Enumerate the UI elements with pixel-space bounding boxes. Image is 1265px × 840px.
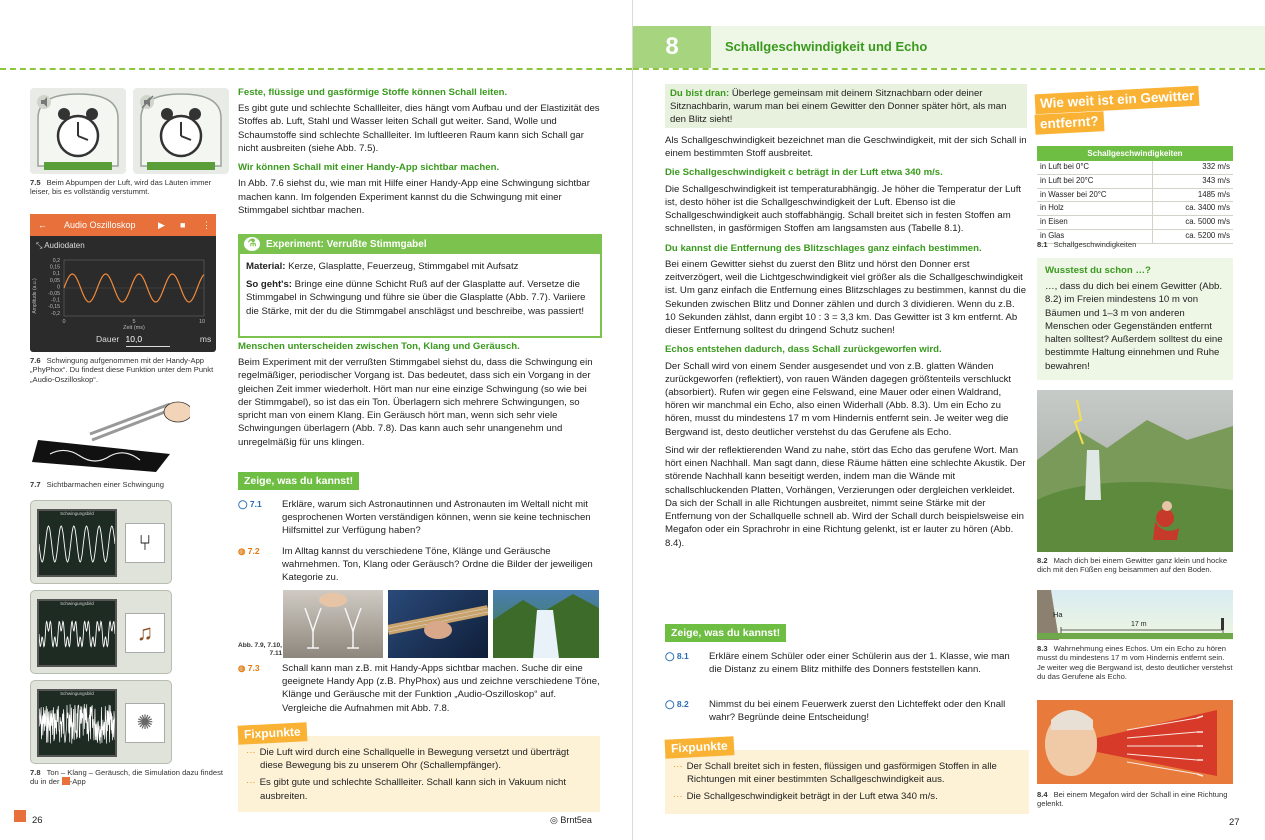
page-corner-icon — [14, 810, 26, 822]
echo-distance-illustration — [1037, 590, 1233, 640]
crumpled-paper-icon[interactable]: ✺ — [125, 703, 165, 743]
heading-ton-klang: Menschen unterscheiden zwischen Ton, Klang und Geräusch. — [238, 341, 520, 352]
simulation-panel-noise — [30, 680, 172, 764]
y-axis-label: Amplitude (a.u.) — [32, 278, 38, 314]
y-tick-label: 0,1 — [52, 271, 60, 278]
table-row — [1037, 174, 1233, 188]
oscilloscope-screen-tone: Schwingungsbild — [37, 509, 117, 577]
thunderstorm-crouch-illustration — [1037, 390, 1233, 552]
wusstest-du-schon-box — [1037, 258, 1233, 380]
task-badge: ◍ 7.2 — [238, 546, 260, 556]
delete-icon[interactable]: ■ — [180, 220, 186, 230]
fixpunkt-item: ··· Die Luft wird durch eine Schallquelle in Bewegung versetzt und überträgt diese Bewegung bis zu unserem Ohr (Schallempfänger). — [246, 747, 569, 772]
right-page — [633, 0, 1265, 840]
simulation-panel-sound — [30, 590, 172, 674]
page-number-left: 26 — [32, 815, 43, 826]
experiment-box — [238, 234, 602, 338]
x-axis-label: Zeit (ms) — [123, 325, 145, 330]
caption-8-1: 8.1 Schallgeschwindigkeiten — [1037, 240, 1137, 249]
back-arrow-icon[interactable]: ← — [38, 220, 47, 230]
oscilloscope-screen-sound: Schwingungsbild — [37, 599, 117, 667]
table-row — [1037, 202, 1233, 216]
violin-icon[interactable]: ♫ — [125, 613, 165, 653]
table-cell-speed: 1485 m/s — [1152, 188, 1233, 202]
side-title-thunderstorm-2: entfernt? — [1035, 111, 1104, 134]
bell-jar-with-air-figure — [30, 88, 126, 174]
task-7-1: ◯ 7.1 Erkläre, warum sich Astronautinnen und Astronauten im Weltall nicht mit gesprochenen Worten verständigen können, wenn sie keine technischen Hilfsmittel zur Verfügung haben? — [238, 499, 591, 537]
caption-7-6: 7.6 Schwingung aufgenommen mit der Handy-App „PhyPhox“. Du findest diese Funktion unter dem Punkt „Audio-Oszilloskop“. — [30, 356, 214, 384]
task-badge: ◯ 7.1 — [238, 499, 262, 509]
y-tick-label: 0,15 — [49, 264, 60, 271]
play-icon[interactable]: ▶ — [158, 220, 165, 230]
heading-echo: Echos entstehen dadurch, dass Schall zurückgeworfen wird. — [665, 344, 942, 356]
echo-ha-label: Ha — [1053, 610, 1063, 619]
task-7-2: ◍ 7.2 Im Alltag kannst du verschiedene Töne, Klänge und Geräusche wahrnehmen. Ton, Klang oder Geräusch? Ordne die Bilder der jeweiligen Kategorie zu. — [238, 546, 593, 584]
fixpunkte-box-right — [665, 750, 1029, 814]
speed-table-body — [1037, 161, 1233, 244]
waterfall-photo — [493, 590, 599, 658]
heading-handy-app: Wir können Schall mit einer Handy-App sichtbar machen. — [238, 162, 500, 174]
table-cell-speed: ca. 3400 m/s — [1152, 202, 1233, 216]
caption-7-8: 7.8 Ton – Klang – Geräusch, die Simulation dazu findest du in der -App — [30, 768, 224, 787]
fixpunkte-title-right: Fixpunkte — [665, 736, 735, 758]
heading-340: Die Schallgeschwindigkeit c beträgt in der Luft etwa 340 m/s. — [665, 167, 943, 179]
table-row — [1037, 188, 1233, 202]
app-logo-icon — [62, 777, 70, 785]
audio-data-label: ⤡ Audiodaten — [36, 241, 85, 250]
speed-table — [1037, 146, 1233, 244]
fixpunkt-item: ··· Es gibt gute und schlechte Schallleiter. Schall kann sich in Vakuum nicht ausbreiten. — [246, 777, 567, 802]
flask-icon: ⚗ — [244, 237, 260, 251]
task-badge: ◯ 8.2 — [665, 699, 689, 709]
experiment-instructions: So geht's: Bringe eine dünne Schicht Ruß auf der Glasplatte auf. Versetze die Stimmgabel in Schwingung und führe sie über die Glasplatte (Abb. 7.7). Variiere die Stärke, mit der du die Stimmgabel anschlägst und beschreibe, was passiert! — [246, 279, 586, 317]
guitar-photo — [388, 590, 488, 658]
paragraph-temperature: Die Schallgeschwindigkeit ist temperaturabhängig. Je höher die Temperatur der Luft ist, desto höher ist die Schallgeschwindigkeit der Luft. Ebenso ist die Schallgeschwindigkeit auch stoffabhängig. Schall breitet sich in festen Stoffen am schnellsten, in gasförmigen Stoffen am langsamsten aus (Tabelle 8.1). — [665, 183, 1022, 235]
table-cell-medium: in Glas — [1037, 229, 1152, 243]
table-title: Schallgeschwindigkeiten — [1037, 146, 1233, 161]
chapter-title: Schallgeschwindigkeit und Echo — [725, 39, 928, 54]
right-text-column — [665, 134, 1027, 555]
heading-lightning: Du kannst die Entfernung des Blitzschlages ganz einfach bestimmen. — [665, 242, 982, 254]
wine-glasses-photo — [283, 590, 383, 658]
duration-input[interactable]: 10,0 — [126, 334, 170, 347]
caption-7-7: 7.7 Sichtbarmachen einer Schwingung — [30, 480, 164, 489]
tuning-fork-glass-figure — [30, 396, 190, 472]
page-number-right: 27 — [1229, 817, 1240, 828]
fixpunkt-item: ··· Die Schallgeschwindigkeit beträgt in der Luft etwa 340 m/s. — [673, 791, 938, 803]
y-tick-label: 0 — [57, 284, 60, 291]
oscilloscope-screen-noise: Schwingungsbild — [37, 689, 117, 757]
table-cell-speed: ca. 5000 m/s — [1152, 216, 1233, 230]
table-row — [1037, 161, 1233, 174]
x-tick-0: 0 — [62, 319, 66, 325]
zeige-banner-right: Zeige, was du kannst! — [665, 624, 786, 642]
chapter-number: 8 — [633, 26, 711, 68]
x-tick-5: 5 — [132, 319, 136, 325]
app-title: Audio Oszilloskop — [64, 220, 136, 230]
header-dash-line — [633, 68, 1265, 70]
fixpunkte-box-left — [238, 736, 600, 812]
paragraph-echo: Der Schall wird von einem Sender ausgesendet und von z.B. glatten Wänden zurückgeworfen (reflektiert), von rauen Wänden dagegen größtenteils verschluckt (absorbiert). Rufen wir gegen eine Felswand, eine Mauer oder einen Waldrand, hören wir manchmal ein Echo, also einen Widerhall (Abb. 8.3). Um ein Echo zu hören, musst du mindestens 17 m vom Hindernis entfernt sein. Je weiter weg die Bergwand ist, desto deutlicher verstehst du das Gerufene als Echo. — [665, 360, 1012, 438]
table-row — [1037, 216, 1233, 230]
task-badge: ◯ 8.1 — [665, 651, 689, 661]
bell-jar-vacuum-figure — [133, 88, 229, 174]
y-tick-label: 0,05 — [49, 277, 60, 284]
table-cell-speed: 332 m/s — [1152, 161, 1233, 174]
table-cell-medium: in Eisen — [1037, 216, 1152, 230]
caption-8-3: 8.3 Wahrnehmung eines Echos. Um ein Echo zu hören musst du mindestens 17 m vom Hindernis entfernt sein. Je weiter weg die Bergwand ist, desto deutlicher verstehst du das Gerufene als Echo. — [1037, 644, 1233, 682]
experiment-title: ⚗ Experiment: Verrußte Stimmgabel — [240, 236, 600, 254]
y-tick-label: -0,1 — [51, 297, 60, 304]
left-page — [0, 0, 632, 840]
left-text-column-2 — [238, 340, 602, 454]
table-cell-medium: in Wasser bei 20°C — [1037, 188, 1152, 202]
table-cell-medium: in Holz — [1037, 202, 1152, 216]
oscilloscope-graph — [30, 254, 216, 330]
paragraph-ton-klang: Beim Experiment mit der verrußten Stimmgabel siehst du, dass die Schwingung ein regelmäßiger, periodischer Vorgang ist. Das bedeutet, dass sich ein Vorgang in der gleichen Zeit immer wiederholt. Hört man nur eine einzige Schwingung (so wie bei der Stimmgabel), so ist das ein Ton. Überlagern sich mehrere Schwingungen, so spricht man von einem Klang. Ein Geräusch hört man, wenn sich sehr viele Schwingungen überlagern (Abb. 7.8). Das kann auch sehr unangenehm und unregelmäßig für uns klingen. — [238, 357, 593, 448]
paragraph-lightning: Bei einem Gewitter siehst du zuerst den Blitz und hörst den Donner erst zeitverzögert, weil die Lichtgeschwindigkeit viel größer als die Schallgeschwindigkeit ist. Um ganz einfach die Entfernung eines Blitzschlages zu bestimmen, kannst du die Sekunden zwischen Blitz und Donner zählen und durch 3 dividieren. Wenn du z.B. 10 Sekunden zählst, dann ergibt 10 : 3 = 3,3 km. Das Gewitter ist 3 km entfernt. Ab dieser Entfernung solltest du dringend Schutz suchen! — [665, 258, 1027, 337]
paragraph-sound-conductors: Es gibt gute und schlechte Schallleiter, dies hängt vom Aufbau und der Elastizität des Stoffes ab. Luft, Stahl und Wasser leiten Schall gut weiter. Sand, Wolle und Schaumstoffe sind schlechte Schallleiter. Im luftleeren Raum kann sich Schall gar nicht ausbreiten (siehe Abb. 7.5). — [238, 103, 600, 154]
paragraph-handy-app: In Abb. 7.6 siehst du, wie man mit Hilfe einer Handy-App eine Schwingung sichtbar machen kann. Im folgenden Experiment kannst du die Schwingung mit einer Stimmgabel sichtbar machen. — [238, 178, 590, 216]
y-tick-label: 0,2 — [52, 258, 60, 264]
left-text-column — [238, 86, 602, 222]
echo-distance-label: 17 m — [1131, 621, 1147, 628]
experiment-material: Material: Kerze, Glasplatte, Feuerzeug, Stimmgabel mit Aufsatz — [246, 260, 519, 272]
table-cell-medium: in Luft bei 20°C — [1037, 174, 1152, 188]
caption-7-9-7-11: Abb. 7.9, 7.10, 7.11 — [238, 642, 282, 658]
megaphone-photo — [1037, 700, 1233, 784]
task-8-2: ◯ 8.2 Nimmst du bei einem Feuerwerk zuerst den Lichteffekt oder den Knall wahr? Begründe deine Entscheidung! — [665, 699, 1006, 724]
paragraph-nachhall: Sind wir der reflektierenden Wand zu nahe, stört das Echo das gerufene Wort. Man hört einen Nachhall. Man sagt dann, diese Räume hätten eine schlechte Akustik. Der störende Nachhall kann beseitigt werden, indem man die Wände mit schallschluckenden Platten, Vorhängen, Verzierungen oder dergleichen verkleidet. Da sich der Schall in alle Richtungen ausbreitet, nimmt seine Stärke mit der Entfernung von der Schallquelle schnell ab. Wird der Schall durch beispielsweise ein Megafon oder ein Sprachrohr in eine Richtung gelenkt, ist er lauter zu hören (Abb. 8.4). — [665, 444, 1026, 549]
task-8-1: ◯ 8.1 Erkläre einem Schüler oder einer Schülerin aus der 1. Klasse, wie man die Distanz zu einem Blitz mithilfe des Donners feststellen kann. — [665, 651, 1010, 676]
caption-8-2: 8.2 Mach dich bei einem Gewitter ganz klein und hocke dich mit den Füßen eng beisammen auf den Boden. — [1037, 556, 1228, 575]
paragraph-definition: Als Schallgeschwindigkeit bezeichnet man die Geschwindigkeit, mit der sich Schall in einem bestimmten Stoff ausbreitet. — [665, 135, 1027, 160]
app-toolbar — [30, 214, 216, 236]
heading-sound-conductors: Feste, flüssige und gasförmige Stoffe können Schall leiten. — [238, 87, 508, 98]
header-dash-line — [0, 68, 632, 70]
wusstest-text: …, dass du dich bei einem Gewitter (Abb. 8.2) im Freien mindestens 10 m von Bäumen und 1–3 m von anderen Menschen oder Gegenständen entfernt halten solltest? Außerdem solltest du eine bestimmte Haltung einnehmen und Ruhe bewahren! — [1045, 281, 1223, 372]
x-tick-10: 10 — [198, 319, 206, 325]
zeige-banner-left: Zeige, was du kannst! — [238, 472, 359, 490]
menu-icon[interactable]: ⋮ — [202, 220, 211, 230]
tuning-fork-icon[interactable]: ⑂ — [125, 523, 165, 563]
duration-row: Dauer 10,0 ms — [96, 334, 211, 347]
side-title-thunderstorm: Wie weit ist ein Gewitter — [1035, 86, 1200, 114]
publisher-logo: ◎ Brnt5ea — [550, 815, 592, 825]
table-cell-speed: 343 m/s — [1152, 174, 1233, 188]
du-bist-dran-box: Du bist dran: Überlege gemeinsam mit deinem Sitznachbarn oder deiner Sitznachbarin, warum man bei einem Gewitter den Donner später hört, als man den Blitz sieht! — [665, 84, 1027, 128]
y-tick-label: -0,15 — [48, 304, 60, 311]
caption-8-4: 8.4 Bei einem Megafon wird der Schall in eine Richtung gelenkt. — [1037, 790, 1228, 809]
simulation-panel-tone — [30, 500, 172, 584]
wusstest-title: Wusstest du schon …? — [1045, 265, 1151, 276]
y-tick-label: -0,05 — [48, 291, 60, 297]
table-cell-medium: in Luft bei 0°C — [1037, 161, 1152, 174]
fixpunkte-title-left: Fixpunkte — [238, 722, 308, 744]
collapse-icon[interactable]: ⤡ — [36, 241, 43, 250]
table-cell-speed: ca. 5200 m/s — [1152, 229, 1233, 243]
y-tick-label: -0,2 — [51, 310, 60, 317]
task-badge: ◍ 7.3 — [238, 663, 260, 673]
oscilloscope-app-screenshot — [30, 214, 216, 352]
task-7-3: ◍ 7.3 Schall kann man z.B. mit Handy-Apps sichtbar machen. Suche dir eine geeignete Handy App (z.B. PhyPhox) aus und zeichne verschiedene Töne, Klänge und Geräusche mit der Funktion „Audio-Oszilloskop“ auf. Vergleiche die Aufnahmen mit Abb. 7.8. — [238, 663, 600, 714]
fixpunkt-item: ··· Der Schall breitet sich in festen, flüssigen und gasförmigen Stoffen in alle Richtungen mit einer bestimmten Schallgeschwindigkeit aus. — [673, 761, 997, 786]
caption-7-5: 7.5 Beim Abpumpen der Luft, wird das Läuten immer leiser, bis es vollständig verstummt. — [30, 178, 212, 197]
